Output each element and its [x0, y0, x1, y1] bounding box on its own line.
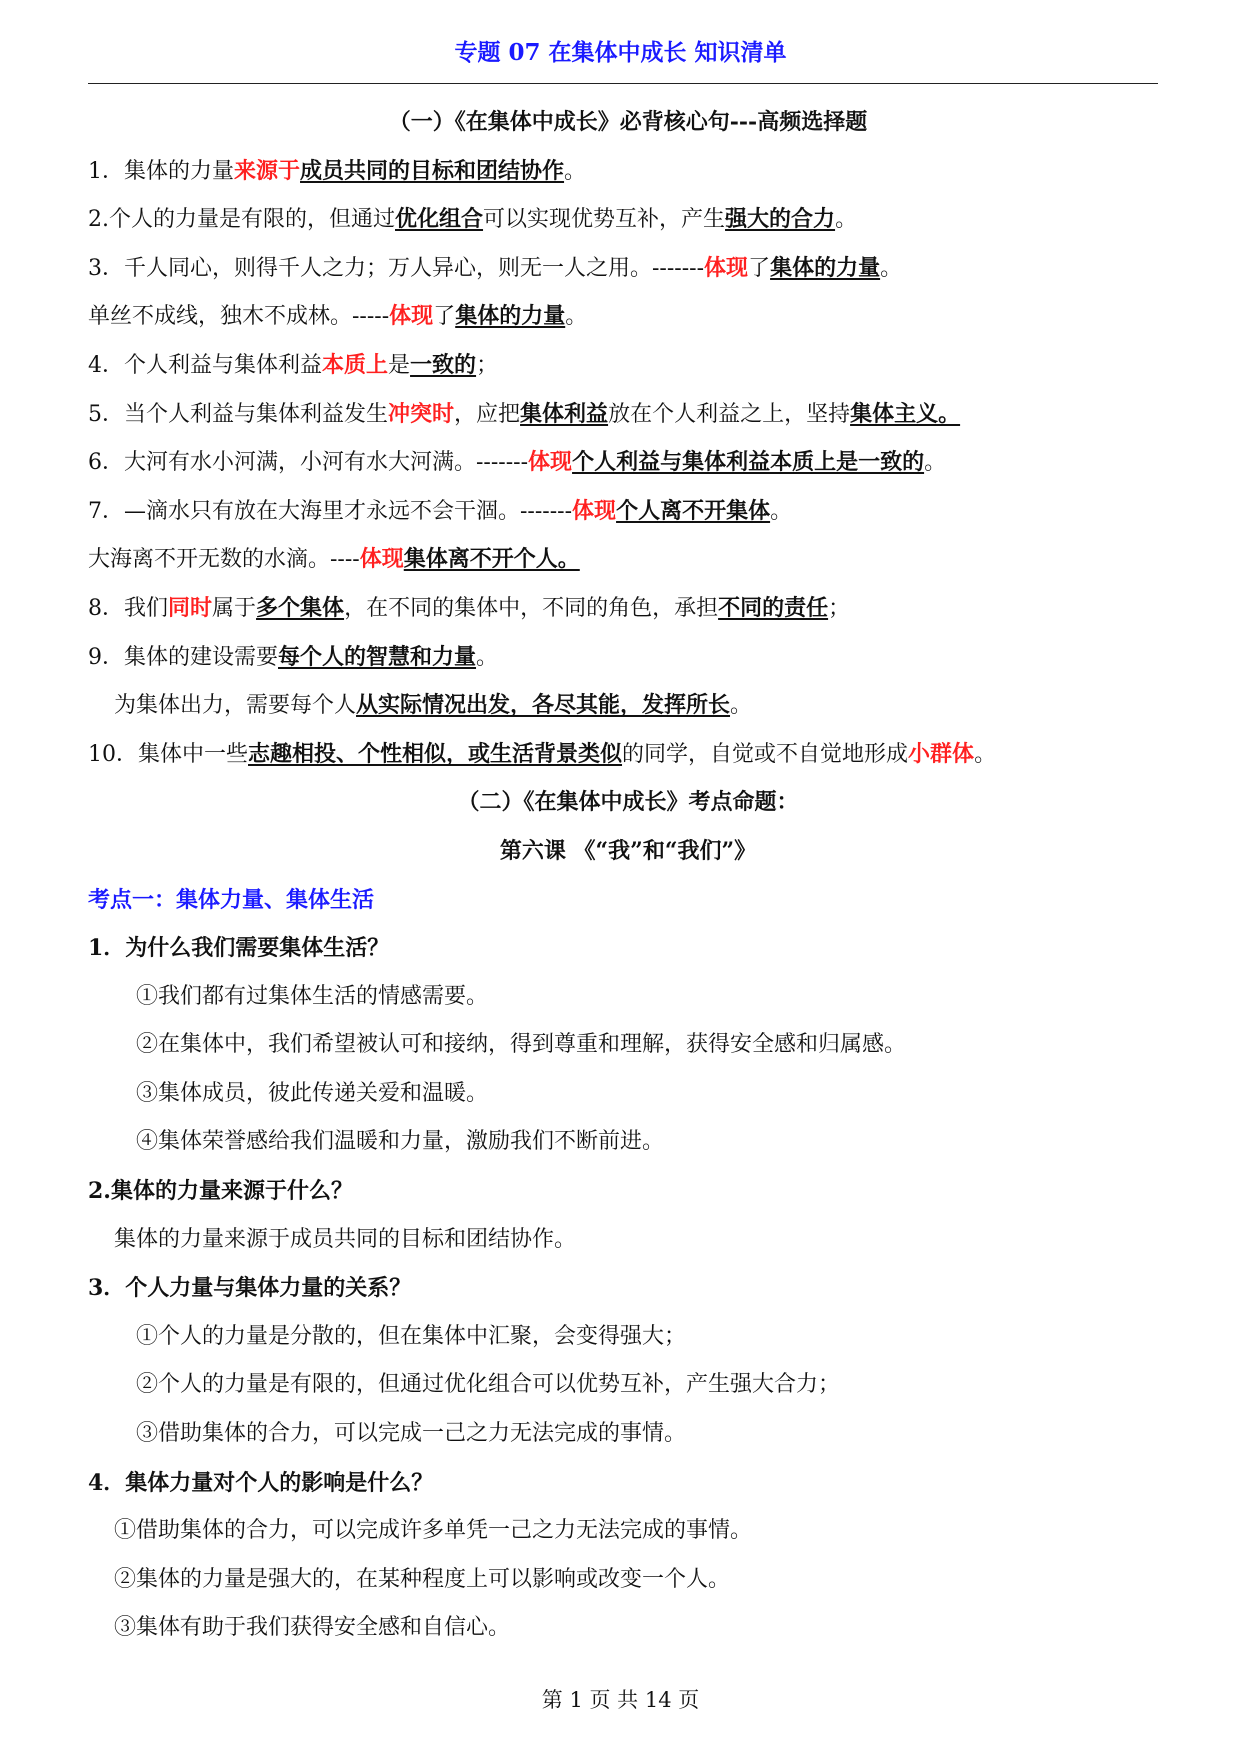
text: 为集体出力，需要每个人: [114, 693, 357, 719]
core-sentence-9a: [88, 633, 1168, 682]
underlined-key: 强大的合力: [725, 206, 836, 233]
text: 单丝不成线，独木不成林。-----: [88, 304, 390, 330]
text: —滴水只有放在大海里才永远不会干涸。-------: [124, 498, 573, 524]
underlined-key: 成员共同的目标和团结协作: [300, 157, 565, 184]
underlined-key: 多个集体: [256, 594, 345, 621]
text: ；: [828, 595, 851, 621]
text: 。: [974, 741, 997, 767]
core-sentence-5: [88, 390, 1168, 439]
text: 当个人利益与集体利益发生: [124, 401, 389, 427]
text: 属于: [212, 595, 257, 621]
text: 。: [770, 498, 793, 524]
text: 大河有水小河满，小河有水大河满。-------: [124, 450, 529, 476]
text: 个人利益与集体利益: [124, 352, 323, 378]
text: ；: [476, 352, 499, 378]
underlined-key: 集体的力量: [455, 303, 566, 330]
underlined-key: 每个人的智慧和力量: [278, 643, 477, 670]
text: 。: [835, 207, 858, 233]
core-sentence-10: [88, 730, 1168, 779]
text: ，应把: [454, 401, 521, 427]
text: 的同学，自觉或不自觉地形成: [622, 741, 909, 767]
text: 集体的建设需要: [124, 644, 279, 670]
core-sentence-2: [88, 195, 1168, 244]
underlined-key: 集体利益: [520, 400, 609, 427]
section1-title: （一）《在集体中成长》必背核心句---高频选择题: [388, 109, 868, 135]
page-header-title: 专题 07 在集体中成长 知识清单: [454, 39, 787, 66]
q2-answer-item: 集体的力量来源于成员共同的目标和团结协作。: [114, 1226, 577, 1252]
highlight-red: 体现: [528, 449, 573, 476]
underlined-key: 集体主义。: [850, 400, 961, 427]
item-number: 9．: [88, 644, 124, 670]
text: 集体的力量: [124, 158, 235, 184]
item-number: 5．: [88, 401, 124, 427]
content: [88, 98, 1168, 1653]
item-number: 4．: [88, 352, 124, 378]
highlight-red: 体现: [359, 546, 404, 573]
q3-answer-item: ①个人的力量是分散的，但在集体中汇聚，会变得强大；: [136, 1323, 687, 1349]
highlight-red: 来源于: [234, 157, 301, 184]
q3-answer-item: ③借助集体的合力，可以完成一己之力无法完成的事情。: [136, 1421, 687, 1447]
highlight-red: 冲突时: [388, 400, 455, 427]
q1-answer-item: ④集体荣誉感给我们温暖和力量，激励我们不断前进。: [136, 1129, 665, 1155]
core-sentence-3b: [88, 292, 1168, 341]
highlight-red: 小群体: [908, 740, 975, 767]
highlight-red: 本质上: [322, 351, 389, 378]
question-1-title: 1．为什么我们需要集体生活？: [88, 935, 390, 962]
underlined-key: 集体离不开个人。: [403, 546, 580, 573]
page-footer: 第 1 页 共 14 页: [541, 1688, 700, 1712]
underlined-key: 优化组合: [395, 206, 484, 233]
text: ，在不同的集体中，不同的角色，承担: [344, 595, 719, 621]
question-2-title: 2.集体的力量来源于什么？: [88, 1178, 353, 1205]
text: 是: [388, 352, 411, 378]
underlined-key: 不同的责任: [718, 594, 829, 621]
core-sentence-7a: [88, 487, 1168, 536]
core-sentence-9b: [88, 681, 1168, 730]
q4-answer-item: ①借助集体的合力，可以完成许多单凭一己之力无法完成的事情。: [114, 1518, 753, 1544]
core-sentence-1: [88, 147, 1168, 196]
item-number: 8．: [88, 595, 124, 621]
highlight-red: 同时: [168, 594, 213, 621]
item-number: 1．: [88, 158, 124, 184]
item-number: 3．: [88, 255, 124, 281]
underlined-key: 个人离不开集体: [616, 497, 771, 524]
header-rule: [88, 83, 1158, 84]
question-4-title: 4．集体力量对个人的影响是什么？: [88, 1469, 434, 1496]
text: 放在个人利益之上，坚持: [608, 401, 851, 427]
underlined-key: 一致的: [410, 351, 477, 378]
text: 。: [564, 158, 587, 184]
text: 。: [565, 304, 588, 330]
underlined-key: 从实际情况出发，各尽其能，发挥所长: [356, 692, 731, 719]
text: 。: [924, 450, 947, 476]
kaodian-heading: 考点一：集体力量、集体生活: [88, 886, 375, 913]
q3-answer-item: ②个人的力量是有限的，但通过优化组合可以优势互补，产生强大合力；: [136, 1372, 841, 1398]
lesson-title: 第六课 《“我”和“我们”》: [499, 837, 757, 864]
text: 大海离不开无数的水滴。----: [88, 547, 360, 573]
item-number: 10．: [88, 741, 138, 767]
q4-answer-item: ②集体的力量是强大的，在某种程度上可以影响或改变一个人。: [114, 1566, 731, 1592]
text: 千人同心，则得千人之力；万人异心，则无一人之用。-------: [124, 255, 705, 281]
highlight-red: 体现: [704, 254, 749, 281]
highlight-red: 体现: [389, 303, 434, 330]
text: 可以实现优势互补，产生: [483, 207, 726, 233]
core-sentence-4: [88, 341, 1168, 390]
highlight-red: 体现: [572, 497, 617, 524]
text: 。: [880, 255, 903, 281]
text: 了: [748, 255, 771, 281]
item-number: 6．: [88, 450, 124, 476]
core-sentence-3a: [88, 244, 1168, 293]
text: 了: [433, 304, 456, 330]
item-number: 7．: [88, 498, 124, 524]
q1-answer-item: ②在集体中，我们希望被认可和接纳，得到尊重和理解，获得安全感和归属感。: [136, 1032, 907, 1058]
core-sentence-8: [88, 584, 1168, 633]
underlined-key: 个人利益与集体利益本质上是一致的: [572, 449, 925, 476]
text: 个人的力量是有限的，但通过: [109, 207, 396, 233]
q1-answer-item: ①我们都有过集体生活的情感需要。: [136, 983, 489, 1009]
question-3-title: 3．个人力量与集体力量的关系？: [88, 1275, 412, 1302]
text: 我们: [124, 595, 169, 621]
text: 。: [476, 644, 499, 670]
q4-answer-item: ③集体有助于我们获得安全感和自信心。: [114, 1615, 511, 1641]
item-number: 2.: [88, 207, 109, 233]
q1-answer-item: ③集体成员，彼此传递关爱和温暖。: [136, 1080, 489, 1106]
text: 集体中一些: [138, 741, 249, 767]
section2-title: （二）《在集体中成长》考点命题：: [457, 789, 799, 816]
text: 。: [730, 693, 753, 719]
underlined-key: 志趣相投、个性相似，或生活背景类似: [248, 740, 623, 767]
core-sentence-6: [88, 438, 1168, 487]
core-sentence-7b: [88, 535, 1168, 584]
underlined-key: 集体的力量: [770, 254, 881, 281]
